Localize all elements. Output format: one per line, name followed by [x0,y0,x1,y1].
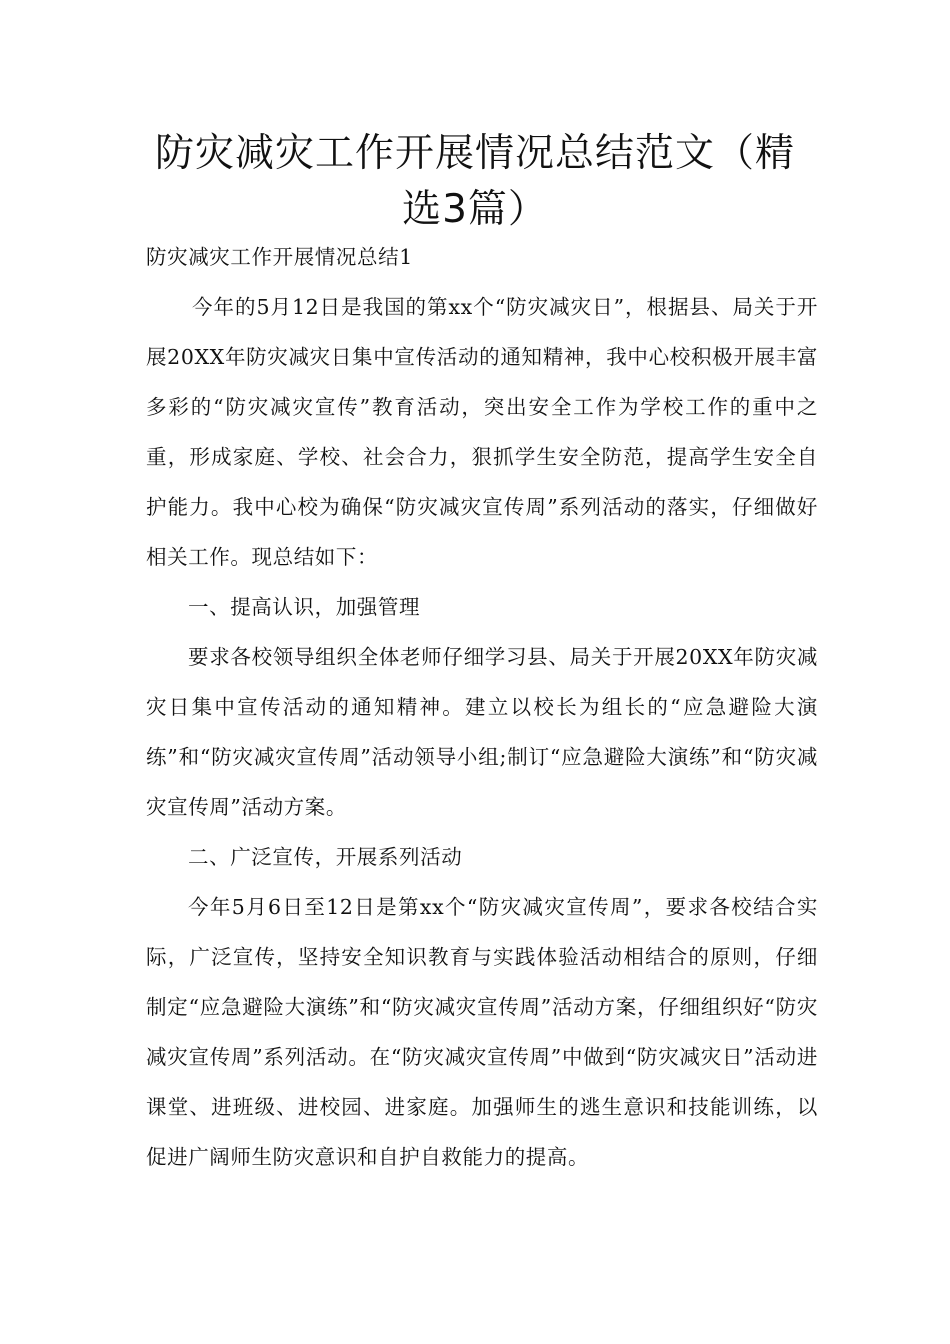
document-body [146,232,818,1182]
heading-one: 一、提高认识，加强管理 [188,595,421,619]
document-title: 防灾减灾工作开展情况总结范文（精选3篇） [154,131,795,232]
paragraph-intro: 今年的5月12日是我国的第xx个“防灾减灾日”，根据县、局关于开展20XX年防灾减灾日集中宣传活动的通知精神，我中心校积极开展丰富多彩的“防灾减灾宣传”教育活动，突出安全工作为学校工作的重中之重，形成家庭、学校、社会合力，狠抓学生安全防范，提高学生安全自护能力。我中心校为确保“防灾减灾宣传周”系列活动的落实，仔细做好相关工作。现总结如下： [146,295,818,569]
heading-two: 二、广泛宣传，开展系列活动 [188,845,463,869]
paragraph-two: 今年5月6日至12日是第xx个“防灾减灾宣传周”，要求各校结合实际，广泛宣传，坚持安全知识教育与实践体验活动相结合的原则，仔细制定“应急避险大演练”和“防灾减灾宣传周”活动方案，仔细组织好“防灾减灾宣传周”系列活动。在“防灾减灾宣传周”中做到“防灾减灾日”活动进课堂、进班级、进校园、进家庭。加强师生的逃生意识和技能训练，以促进广阔师生防灾意识和自护自救能力的提高。 [146,895,818,1169]
paragraph-one: 要求各校领导组织全体老师仔细学习县、局关于开展20XX年防灾减灾日集中宣传活动的通知精神。建立以校长为组长的“应急避险大演练”和“防灾减灾宣传周”活动领导小组;制订“应急避险大演练”和“防灾减灾宣传周”活动方案。 [146,645,818,819]
section-title: 防灾减灾工作开展情况总结1 [146,245,413,269]
